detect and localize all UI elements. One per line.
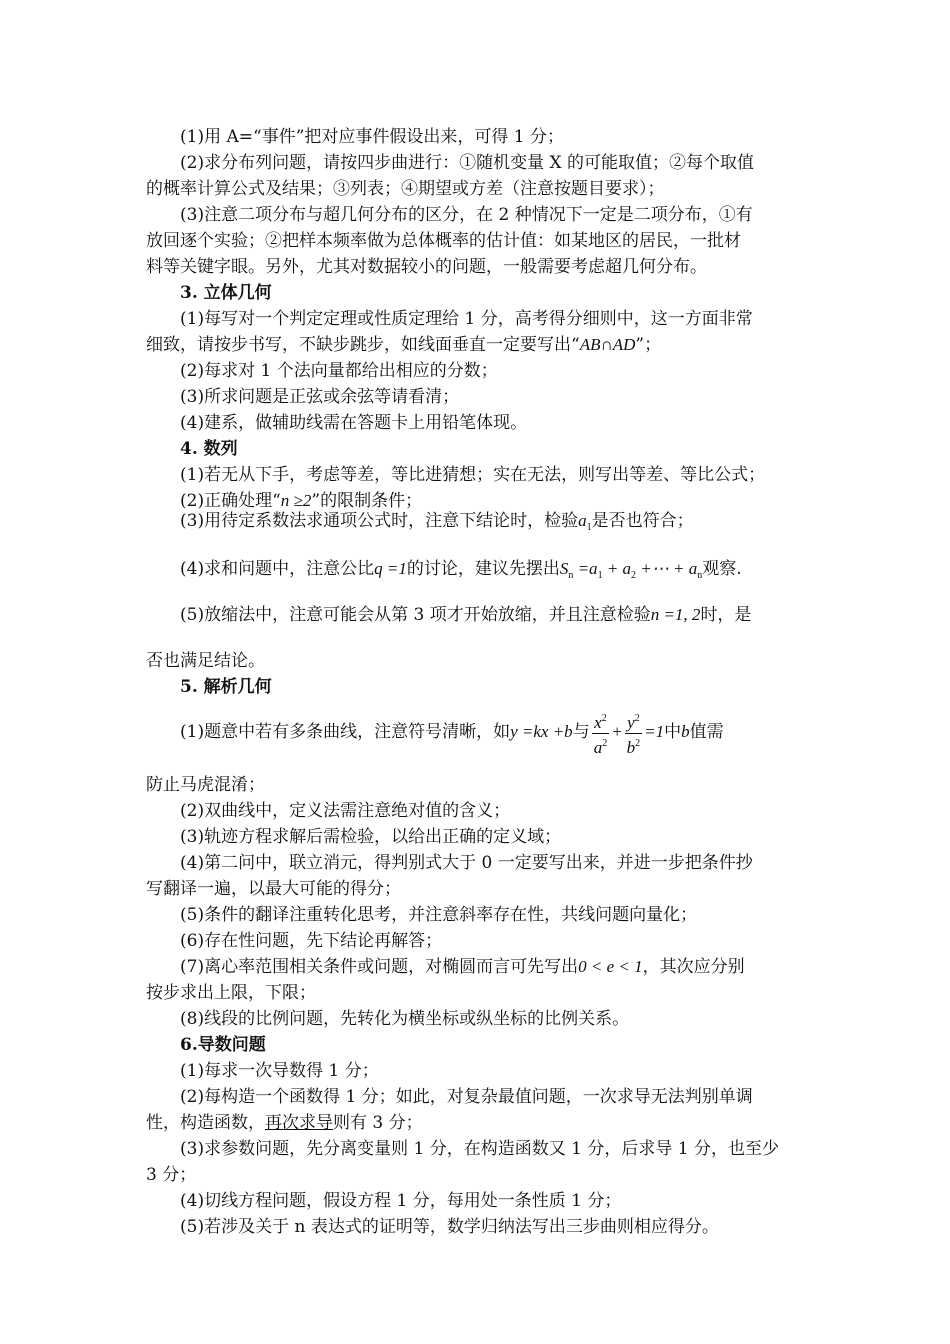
text-segment: 时，是 — [700, 605, 752, 625]
section-heading: 6.导数问题 — [180, 1035, 266, 1055]
underlined-text: 再次求导 — [265, 1113, 333, 1133]
text-line: (2)每构造一个函数得 1 分；如此，对复杂最值问题，一次求导无法判别单调 — [180, 1087, 753, 1107]
section-heading: 4. 数列 — [180, 439, 238, 459]
text-line: 否也满足结论。 — [146, 651, 265, 671]
math-formula: 0 < e < 1 — [578, 957, 643, 976]
text-line: 按步求出上限，下限； — [146, 983, 316, 1003]
text-segment: 中 — [664, 722, 682, 742]
text-segment: 观察. — [702, 559, 742, 579]
text-line: 的概率计算公式及结果；③列表；④期望或方差（注意按题目要求）； — [146, 179, 665, 199]
text-line: 料等关键字眼。另外，尤其对数据较小的问题，一般需要考虑超几何分布。 — [146, 257, 707, 277]
text-line — [180, 504, 694, 545]
text-line: (2)每求对 1 个法向量都给出相应的分数； — [180, 361, 498, 381]
text-segment: 与 — [572, 722, 590, 742]
text-segment: (1)题意中若有多条曲线，注意符号清晰，如 — [180, 722, 511, 742]
text-line: (5)若涉及关于 n 表达式的证明等，数学归纳法写出三步曲则相应得分。 — [180, 1217, 719, 1237]
text-segment: 的讨论，建议先摆出 — [406, 559, 560, 579]
text-segment: ”的限制条件； — [311, 491, 423, 511]
text-line: 写翻译一遍，以最大可能的得分； — [146, 879, 401, 899]
text-segment: 则有 3 分； — [333, 1113, 423, 1133]
math-formula: AB∩AD — [579, 335, 636, 354]
text-line: (3)轨迹方程求解后需检验，以给出正确的定义域； — [180, 827, 562, 847]
text-line: 放回逐个实验；②把样本频率做为总体概率的估计值：如某地区的居民，一批材 — [146, 231, 741, 251]
text-line — [180, 706, 724, 758]
text-segment: 细致，请按步书写，不缺步跳步，如线面垂直一定要写出“ — [146, 335, 580, 355]
text-line: (8)线段的比例问题，先转化为横坐标或纵坐标的比例关系。 — [180, 1009, 630, 1029]
text-line: (1)每写对一个判定定理或性质定理给 1 分，高考得分细则中，这一方面非常 — [180, 309, 753, 329]
text-line: (1)若无从下手，考虑等差，等比进猜想；实在无法，则写出等差、等比公式； — [180, 465, 766, 485]
math-formula: q =1 — [374, 559, 407, 578]
text-line — [180, 598, 751, 632]
math-formula: n ≥2 — [280, 491, 312, 510]
text-line: (1)每求一次导数得 1 分； — [180, 1061, 379, 1081]
text-line: (3)求参数问题，先分离变量则 1 分，在构造函数又 1 分，后求导 1 分，也至少 — [180, 1139, 779, 1159]
text-segment: (3)用待定系数法求通项公式时，注意下结论时，检验 — [180, 511, 579, 531]
text-line — [146, 1110, 423, 1136]
text-line: (6)存在性问题，先下结论再解答； — [180, 931, 443, 951]
text-line: (2)双曲线中，定义法需注意绝对值的含义； — [180, 801, 511, 821]
text-segment: 性，构造函数， — [146, 1113, 265, 1133]
text-segment: ，其次应分别 — [642, 957, 745, 977]
math-formula: $S_n =a_1 + a_2$ +⋯ + $a_n$ — [559, 559, 703, 581]
text-line: 防止马虎混淆； — [146, 775, 265, 795]
text-line — [180, 552, 742, 593]
text-segment: (2)正确处理“ — [180, 491, 281, 511]
text-line: (5)条件的翻译注重转化思考，并注意斜率存在性，共线问题向量化； — [180, 905, 698, 925]
text-line: (4)建系，做辅助线需在答题卡上用铅笔体现。 — [180, 413, 528, 433]
text-segment: (7)离心率范围相关条件或问题，对椭圆而言可先写出 — [180, 957, 579, 977]
math-formula: n =1, 2 — [650, 605, 701, 624]
math-formula: y =kx +b — [510, 722, 573, 741]
text-line — [146, 332, 661, 358]
text-line: (4)第二问中，联立消元，得判别式大于 0 一定要写出来，并进一步把条件抄 — [180, 853, 753, 873]
text-line: (4)切线方程问题，假设方程 1 分，每用处一条性质 1 分； — [180, 1191, 622, 1211]
text-line: (3)注意二项分布与超几何分布的区分，在 2 种情况下一定是二项分布，①有 — [180, 205, 753, 225]
text-segment: ”； — [635, 335, 662, 355]
section-heading: 5. 解析几何 — [180, 677, 272, 697]
math-formula: b — [681, 722, 690, 741]
text-segment: (5)放缩法中，注意可能会从第 3 项才开始放缩，并且注意检验 — [180, 605, 651, 625]
text-line: 3 分； — [146, 1165, 197, 1185]
section-heading: 3. 立体几何 — [180, 283, 272, 303]
math-formula: $\frac{x^2}{a^2}$ + $\frac{y^2}{b^2}$ =1 — [590, 722, 664, 741]
text-segment: (4)求和问题中，注意公比 — [180, 559, 375, 579]
text-line — [180, 954, 745, 980]
text-line: (2)求分布列问题，请按四步曲进行：①随机变量 X 的可能取值；②每个取值 — [180, 153, 754, 173]
text-segment: 值需 — [689, 722, 724, 742]
text-segment: 是否也符合； — [591, 511, 694, 531]
text-line: (1)用 A=“事件”把对应事件假设出来，可得 1 分； — [180, 127, 565, 147]
text-line: (3)所求问题是正弦或余弦等请看清； — [180, 387, 460, 407]
math-formula: $a_1$ — [578, 511, 592, 533]
